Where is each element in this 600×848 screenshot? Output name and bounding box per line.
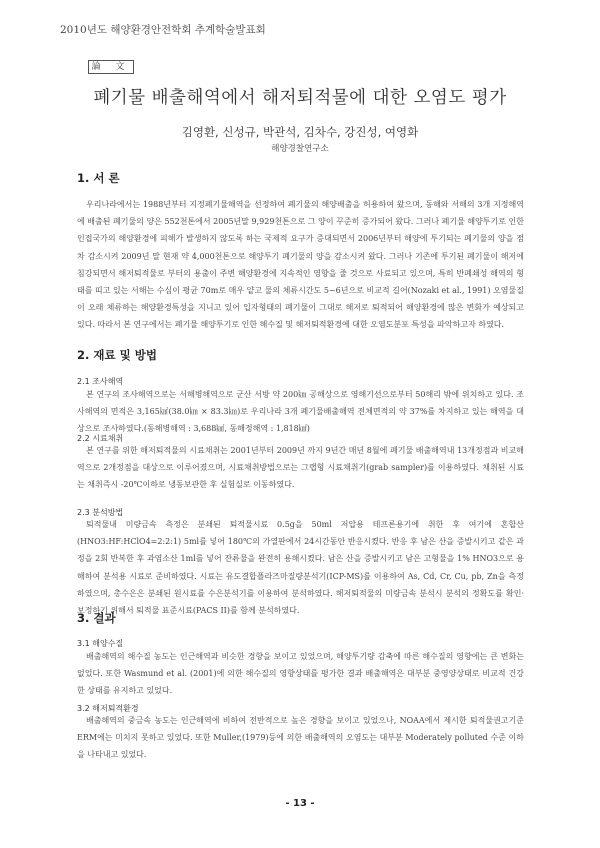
results-sub2-title: 3.2 해저퇴적환경 — [77, 704, 139, 713]
intro-paragraph: 우리나라에서는 1988년부터 지정폐기물해역을 선정하여 폐기물의 해양배출을 허용하여 왔으며, 동해와 서해의 3개 지정해역에 배출된 폐기물의 양은 552천톤에서 2005년말 9,929천톤으로 그 양이 꾸준히 증가되어 왔다. 그러나 폐기물 해양투기로 인한 인접국가의 해양환경에 피해가 발생하지 않도록 하는 국제적 요구가 증대되면서 2006년부터 해양에 투기되는 폐기물의 양을 점차 감소시켜 2009년 말 현재 약 4,000천톤으로 해양투기 폐기물의 양을 감소시켜 왔다. 그러나 기존에 투기된 폐기물이 해저에 침강되면서 해저퇴적물로 부터의 용출이 주변 해양환경에 지속적인 영향을 줄 것으로 사료되고 있으며, 특히 반폐쇄성 해역의 형태를 띠고 있는 서해는 수심이 평균 70m로 매우 얕고 물의 체류시간도 5~6년으로 비교적 길어(Nozaki et al., 1991) 오염물질이 오래 체류하는 해양환경특성을 지니고 있어 입자형태의 폐기물이 그대로 해저로 퇴적되어 해양환경에 많은 변화가 예상되고 있다. 따라서 본 연구에서는 폐기물 해양투기로 인한 해수질 및 해저퇴적환경에 대한 오염도분포 특성을 파악하고자 하였다. — [77, 200, 524, 330]
methods-sub1-title: 2.1 조사해역 — [77, 377, 124, 386]
results-sub1-body — [77, 648, 524, 700]
methods-sub2-paragraph: 본 연구를 위한 해저퇴적물의 시료채취는 2001년부터 2009년 까지 9년간 매년 8월에 폐기물 배출해역내 13개정점과 비교해역으로 2개정점을 대상으로 이루어졌으며, 시료채취방법으로는 그랩형 시료채취기(grab sampler)를 이용하였다. 채취된 시료는 채취즉시 -20℃이하로 냉동보관한 후 실험실로 이동하였다. — [77, 446, 524, 490]
section-methods-heading: 2. 재료 및 방법 — [77, 348, 157, 362]
paper-authors: 김영환, 신성규, 박관석, 김차수, 강진성, 여영화 — [181, 125, 419, 139]
methods-sub1-body — [77, 386, 524, 438]
results-sub1-paragraph: 배출해역의 해수질 농도는 인근해역과 비슷한 경향을 보이고 있었으며, 해양투기량 감축에 따른 해수질의 영향에는 큰 변화는 없었다. 또한 Wasmund et al. (2001)에 의한 해수질의 영향상태를 평가한 결과 배출해역은 대부분 중영양상태로 비교적 건강한 상태를 유지하고 있었다. — [77, 652, 524, 696]
methods-sub2-body — [77, 442, 524, 494]
results-sub1-title: 3.1 해양수질 — [77, 639, 124, 648]
methods-sub1-paragraph: 본 연구의 조사해역으로는 서해병해역으로 군산 서방 약 200㎞ 공해상으로 영해기선으로부터 50해리 밖에 위치하고 있다. 조사해역의 면적은 3,165㎢(38.0㎞ × 83.3㎞)로 우리나라 3개 폐기물배출해역 전체면적의 약 37%를 차지하고 있는 해역을 대상으로 조사하였다.(동해병해역 : 3,688㎢, 동해정해역 : 1,818㎢) — [77, 390, 524, 434]
section-results-heading: 3. 결과 — [77, 611, 116, 625]
page-number: - 13 - — [285, 798, 315, 809]
methods-sub3-title: 2.3 분석방법 — [77, 508, 124, 517]
journal-header: 2010년도 해양환경안전학회 추계학술발표회 — [60, 24, 266, 36]
article-type-badge: 論 文 — [88, 60, 134, 74]
methods-sub2-title: 2.2 시료채취 — [77, 434, 124, 443]
section-intro-body — [77, 196, 524, 334]
results-sub2-paragraph: 배출해역의 중금속 농도는 인근해역에 비하여 전반적으로 높은 경향을 보이고 있었으나, NOAA에서 제시한 퇴적물권고기준 ERM에는 미치지 못하고 있었다. 또한 Muller,(1979)등에 의한 배출해역의 오염도는 대부분 Moderately polluted 수준 이하을 나타내고 있었다. — [77, 716, 524, 760]
methods-sub3-body — [77, 516, 524, 619]
paper-title: 폐기물 배출해역에서 해저퇴적물에 대한 오염도 평가 — [93, 88, 507, 108]
section-intro-heading: 1. 서 론 — [77, 171, 120, 185]
paper-affiliation: 해양경찰연구소 — [271, 144, 329, 154]
methods-sub3-paragraph: 퇴적물내 미량금속 측정은 분쇄된 퇴적물시료 0.5g을 50ml 저압용 테프론용기에 취한 후 여기에 혼합산(HNO3:HF:HClO4=2:2:1) 5ml를 넣어 180℃의 가열판에서 24시간동안 반응시켰다. 반응 후 남은 산을 증발시키고 같은 과정을 2회 반복한 후 과염소산 1ml를 넣어 잔류물을 완전히 용해시켰다. 남은 산을 증발시키고 남은 고형물을 1% HNO3으로 용해하여 분석용 시료로 준비하였다. 시료는 유도결합플라즈마질량분석기(ICP-MS)를 이용하여 As, Cd, Cr, Cu, pb, Zn을 측정하였으며, 총수은은 분쇄된 원시료를 수은분석기를 이용하여 분석하였다. 해저퇴적물의 미량금속 분석시 분석의 정확도를 확인·보정하기 위해서 퇴적물 표준시료(PACS II)를 함께 분석하였다. — [77, 520, 524, 616]
results-sub2-body — [77, 712, 524, 764]
